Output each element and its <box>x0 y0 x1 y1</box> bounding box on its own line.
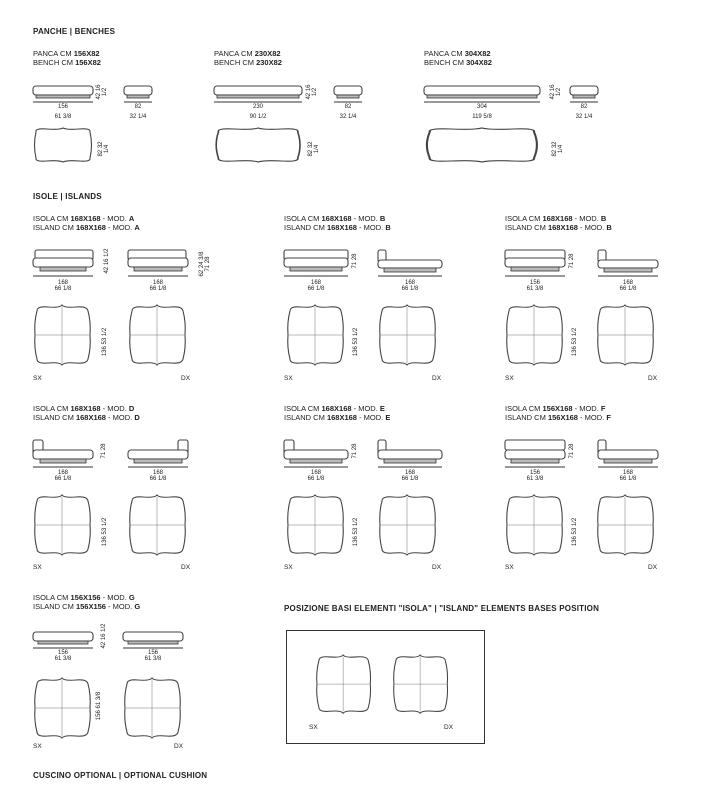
bench-2-width-in: 90 1/2 <box>249 114 267 120</box>
bench-1-depth-cm: 82 <box>134 104 142 110</box>
bench-1-width-cm: 156 <box>57 104 68 110</box>
bench-3-plan-depth: 82 32 1/4 <box>552 141 564 157</box>
island-a-plan-dx <box>130 305 186 365</box>
bench-3-label: PANCA CM 304X82 BENCH CM 304X82 <box>424 49 492 67</box>
bench-1-width-in: 61 3/8 <box>54 114 72 120</box>
island-b2-height: 71 28 <box>569 253 575 269</box>
island-f-height: 71 28 <box>569 443 575 459</box>
island-d-w2: 168 66 1/8 <box>149 470 167 482</box>
bench-3-height: 42 16 1/2 <box>550 84 562 100</box>
island-e-w1: 168 66 1/8 <box>307 470 325 482</box>
island-g-sx: SX <box>33 743 42 750</box>
island-d-w1: 168 66 1/8 <box>54 470 72 482</box>
island-e-plan-sx <box>288 495 344 555</box>
island-b-height: 71 28 <box>352 253 358 269</box>
bench-3-elevation <box>424 86 540 102</box>
bench-2-plan-depth: 82 32 1/4 <box>308 141 320 157</box>
bench-3-width-cm: 304 <box>476 104 487 110</box>
island-b2-depth: 136 53 1/2 <box>572 327 578 357</box>
section-cushion-title: CUSCINO OPTIONAL | OPTIONAL CUSHION <box>33 771 208 780</box>
island-b-elevation-side <box>378 250 442 276</box>
island-b2-label: ISOLA CM 168X168 - MOD. B ISLAND CM 168X168 - MOD. B <box>505 214 612 232</box>
island-g-elevation-side <box>123 632 183 648</box>
island-a-label: ISOLA CM 168X168 - MOD. A ISLAND CM 168X168 - MOD. A <box>33 214 140 232</box>
island-d-dx: DX <box>181 564 191 571</box>
island-g-elevation-front <box>33 632 93 648</box>
bench-2-depth-cm: 82 <box>344 104 352 110</box>
island-g-w1: 156 61 3/8 <box>54 650 72 662</box>
island-e-label: ISOLA CM 168X168 - MOD. E ISLAND CM 168X168 - MOD. E <box>284 404 391 422</box>
section-islands-title: ISOLE | ISLANDS <box>33 192 102 201</box>
island-d-height: 71 28 <box>101 443 107 459</box>
island-a-depth: 136 53 1/2 <box>102 327 108 357</box>
island-g-plan-dx <box>125 678 181 738</box>
island-b2-w1: 156 61 3/8 <box>526 280 544 292</box>
island-e-plan-dx <box>380 495 436 555</box>
island-f-w2: 168 66 1/8 <box>619 470 637 482</box>
bases-dx: DX <box>444 724 454 731</box>
island-b-w2: 168 66 1/8 <box>401 280 419 292</box>
bench-3-width-in: 119 5/8 <box>472 114 492 120</box>
island-a-height: 42 16 1/2 <box>104 248 110 274</box>
island-e-sx: SX <box>284 564 293 571</box>
island-d-elevation-front <box>33 440 93 467</box>
island-b2-dx: DX <box>648 375 658 382</box>
island-g-w2: 156 61 3/8 <box>144 650 162 662</box>
bench-2-elevation <box>214 86 302 102</box>
island-e-depth: 136 53 1/2 <box>353 517 359 547</box>
island-d-sx: SX <box>33 564 42 571</box>
island-a-dx: DX <box>181 375 191 382</box>
bench-3-side <box>570 86 598 102</box>
island-d-label: ISOLA CM 168X168 - MOD. D ISLAND CM 168X168 - MOD. D <box>33 404 140 422</box>
bench-2-height: 42 16 1/2 <box>306 84 318 100</box>
island-b-plan-dx <box>380 305 436 365</box>
bench-2-width-cm: 230 <box>252 104 263 110</box>
island-g-plan-sx <box>35 678 91 738</box>
bench-2-label: PANCA CM 230X82 BENCH CM 230X82 <box>214 49 282 67</box>
island-a-elevation-side <box>128 250 188 276</box>
island-f-elevation-side <box>598 440 658 467</box>
island-a-sx: SX <box>33 375 42 382</box>
island-b-elevation-front <box>284 250 348 276</box>
island-b2-elevation-side <box>598 250 658 276</box>
island-b-plan-sx <box>288 305 344 365</box>
island-b-sx: SX <box>284 375 293 382</box>
bench-2-depth-in: 32 1/4 <box>339 114 357 120</box>
island-a-w2: 168 66 1/8 <box>149 280 167 292</box>
island-e-elevation-front <box>284 440 348 467</box>
bench-1-height: 42 16 1/2 <box>96 84 108 100</box>
bench-3-plan <box>427 128 537 162</box>
bench-3-depth-in: 32 1/4 <box>575 114 593 120</box>
island-d-plan-dx <box>130 495 186 555</box>
bench-1-plan <box>35 128 92 162</box>
island-b2-plan-sx <box>507 305 563 365</box>
island-g-dx: DX <box>174 743 184 750</box>
island-f-label: ISOLA CM 156X168 - MOD. F ISLAND CM 156X168 - MOD. F <box>505 404 611 422</box>
bench-3-depth-cm: 82 <box>580 104 588 110</box>
section-benches-title: PANCHE | BENCHES <box>33 27 116 36</box>
bench-1-plan-depth: 82 32 1/4 <box>98 141 110 157</box>
island-a-plan-sx <box>35 305 91 365</box>
island-b-dx: DX <box>432 375 442 382</box>
island-a-w1: 168 66 1/8 <box>54 280 72 292</box>
island-a-height-back: 62 24 3/8 71 28 <box>199 251 211 277</box>
island-a-elevation-front <box>33 250 93 276</box>
bases-sx: SX <box>309 724 318 731</box>
island-b2-w2: 168 66 1/8 <box>619 280 637 292</box>
bench-1-label: PANCA CM 156X82 BENCH CM 156X82 <box>33 49 101 67</box>
bases-plan-sx <box>317 655 371 713</box>
island-f-plan-sx <box>507 495 563 555</box>
island-d-elevation-side <box>128 440 188 467</box>
bench-2-side <box>334 86 362 102</box>
island-b-label: ISOLA CM 168X168 - MOD. B ISLAND CM 168X168 - MOD. B <box>284 214 391 232</box>
island-b-depth: 136 53 1/2 <box>353 327 359 357</box>
island-g-depth: 156 61 3/8 <box>96 691 102 721</box>
island-e-height: 71 28 <box>352 443 358 459</box>
island-e-elevation-side <box>378 440 442 467</box>
island-f-w1: 156 61 3/8 <box>526 470 544 482</box>
island-f-depth: 136 53 1/2 <box>572 517 578 547</box>
island-e-w2: 168 66 1/8 <box>401 470 419 482</box>
bench-2-plan <box>216 128 300 162</box>
island-f-plan-dx <box>598 495 654 555</box>
island-f-dx: DX <box>648 564 658 571</box>
island-g-label: ISOLA CM 156X156 - MOD. G ISLAND CM 156X156 - MOD. G <box>33 593 141 611</box>
island-b2-elevation-front <box>505 250 565 276</box>
island-g-height: 42 16 1/2 <box>101 623 107 649</box>
bench-1-depth-in: 32 1/4 <box>129 114 147 120</box>
island-b2-sx: SX <box>505 375 514 382</box>
bases-plan-dx <box>394 655 448 713</box>
island-b2-plan-dx <box>598 305 654 365</box>
island-d-plan-sx <box>35 495 91 555</box>
island-d-depth: 136 53 1/2 <box>102 517 108 547</box>
bench-1-side <box>124 86 152 102</box>
island-b-w1: 168 66 1/8 <box>307 280 325 292</box>
section-bases-title: POSIZIONE BASI ELEMENTI "ISOLA" | "ISLAND" ELEMENTS BASES POSITION <box>284 604 600 613</box>
island-e-dx: DX <box>432 564 442 571</box>
island-f-elevation-front <box>505 440 565 467</box>
bench-1-elevation <box>33 86 93 102</box>
island-f-sx: SX <box>505 564 514 571</box>
